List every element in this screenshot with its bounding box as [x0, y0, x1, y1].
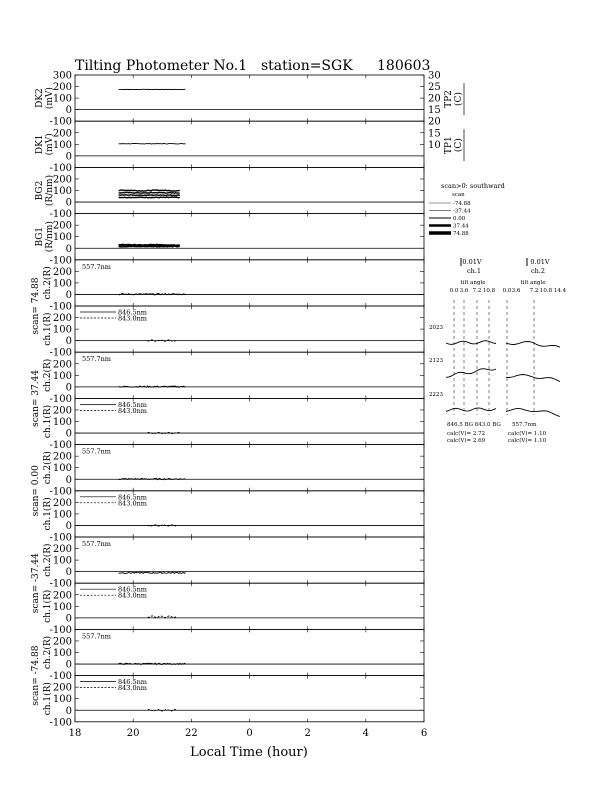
panel-ylabel: ch.1(R) — [43, 497, 53, 531]
side-panel — [429, 182, 567, 444]
right-axis-unit: (C) — [454, 138, 464, 153]
x-tick-label: 18 — [68, 727, 82, 739]
y-tick-label: -100 — [49, 301, 72, 313]
scan-legend — [429, 201, 471, 237]
right-tick-label: 15 — [428, 105, 441, 117]
y-tick-label: 100 — [52, 463, 72, 475]
scan-legend-label: 74.88 — [453, 231, 469, 237]
panel-stack — [31, 71, 464, 729]
wavelength-note: 557.7nm — [82, 540, 111, 548]
panel-ylabel: ch.1(R) — [43, 682, 53, 716]
ch1-scale: 0.01V — [462, 258, 482, 266]
y-tick-label: 200 — [52, 174, 72, 186]
y-tick-label: 0 — [65, 243, 72, 255]
legend-label-2: 843.0nm — [118, 406, 147, 415]
panel-frame — [75, 629, 424, 675]
panel-ylabel-unit: (R/nm) — [45, 221, 55, 253]
y-tick-label: -100 — [49, 440, 72, 452]
x-tick-label: 2 — [304, 727, 311, 739]
ch1-calc-2: calc(V)= 2.69 — [447, 438, 486, 444]
y-tick-label: 200 — [52, 359, 72, 371]
tilt-angle-plots — [429, 258, 567, 417]
right-axis-unit: (C) — [454, 92, 464, 106]
y-tick-label: -100 — [49, 532, 72, 544]
time-label: 2023 — [429, 325, 443, 331]
panel-ylabel: ch.1(R) — [43, 589, 53, 623]
ch2-subtitle: tilt angle — [520, 280, 546, 286]
ch2-tilt-curve — [506, 375, 560, 382]
y-tick-label: -100 — [49, 624, 72, 636]
ch2-angle-tick: 14.4 — [553, 288, 567, 294]
y-tick-label: 100 — [52, 648, 72, 659]
series-line — [119, 195, 180, 196]
panel-s5c2 — [31, 629, 424, 705]
panel-ylabel: BG2 — [35, 180, 45, 201]
legend-label-1: 846.5nm — [118, 400, 147, 409]
panel-ylabel: ch.2(R) — [43, 266, 53, 300]
scan-legend-label: 37.44 — [453, 223, 469, 230]
y-tick-label: 0 — [65, 336, 72, 348]
y-tick-label: 100 — [52, 370, 72, 382]
y-tick-label: 0 — [65, 474, 72, 486]
legend-label-2: 843.0nm — [118, 684, 147, 693]
scan-legend-title: scan — [452, 192, 465, 198]
panel-dk1 — [35, 117, 464, 174]
y-tick-label: 100 — [52, 601, 72, 613]
y-tick-label: -100 — [49, 717, 72, 729]
series-line — [119, 572, 186, 573]
x-tick-label: 20 — [126, 727, 140, 739]
y-tick-label: -100 — [49, 486, 72, 498]
y-tick-label: 0 — [65, 705, 72, 717]
ch1-subtitle: tilt angle — [460, 280, 486, 286]
series-line — [119, 244, 180, 245]
station-label: station=SGK — [261, 58, 353, 74]
panel-s4c1 — [42, 583, 424, 636]
right-axis-label: TP1 — [444, 136, 454, 155]
panel-ylabel: BG1 — [35, 226, 45, 247]
panel-ylabel: ch.2(R) — [43, 358, 53, 392]
y-tick-label: 100 — [52, 694, 72, 706]
scan-legend-label: -37.44 — [453, 208, 471, 215]
y-tick-label: 200 — [52, 544, 72, 556]
panel-ylabel-unit: (R/nm) — [45, 174, 55, 207]
y-tick-label: 100 — [52, 417, 72, 428]
y-tick-label: 0 — [65, 197, 72, 209]
panel-s5c1 — [42, 676, 424, 729]
legend-label-2: 843.0nm — [118, 314, 147, 323]
wavelength-note: 557.7nm — [82, 262, 111, 271]
scan-label: scan= 37.44 — [31, 369, 41, 427]
ch2-angle-tick: 10.8 — [539, 288, 553, 294]
time-label: 2223 — [429, 392, 443, 398]
panel-s1c1 — [42, 306, 424, 359]
y-tick-label: -100 — [49, 578, 72, 590]
panel-frame — [75, 75, 424, 121]
ch1-tilt-curve — [446, 408, 496, 412]
x-axis — [69, 728, 428, 739]
panel-ylabel: ch.2(R) — [43, 543, 53, 577]
right-tick-label: 25 — [428, 82, 441, 94]
y-tick-label: 100 — [52, 324, 72, 336]
chart-title: Tilting Photometer No.1 — [75, 58, 248, 74]
y-tick-label: 200 — [52, 636, 72, 648]
series-line — [119, 190, 180, 191]
y-tick-label: 0 — [65, 659, 72, 671]
panel-frame — [75, 352, 424, 398]
y-tick-label: 200 — [52, 82, 72, 94]
x-tick-label: 4 — [362, 727, 370, 739]
ch2-bottom-label: 557.7nm — [512, 422, 537, 428]
series-line — [119, 192, 180, 193]
x-axis-label: Local Time (hour) — [190, 745, 308, 760]
panel-ylabel: ch.1(R) — [43, 312, 53, 346]
ch1-angle-tick: 0.0 — [449, 288, 459, 294]
legend-label-1: 846.5nm — [118, 308, 147, 317]
right-tick-label: 10 — [428, 139, 441, 151]
legend-label-2: 843.0nm — [118, 591, 147, 600]
y-tick-label: -100 — [49, 671, 72, 683]
ch1-angle-tick: 3.6 — [459, 288, 469, 294]
ch2-angle-tick: 7.2 — [529, 288, 539, 294]
y-tick-label: 200 — [52, 405, 72, 417]
ch1-bottom-label: 846.5 BG 843.0 BG — [447, 422, 501, 428]
panel-s3c2 — [31, 445, 424, 517]
panel-s3c1 — [42, 491, 424, 544]
panel-s2c1 — [42, 398, 424, 451]
right-tick-label: 15 — [428, 128, 441, 140]
ch2-tilt-curve — [506, 342, 560, 348]
y-tick-label: 100 — [52, 509, 72, 521]
right-tick-label: 30 — [428, 70, 441, 82]
y-tick-label: -100 — [49, 209, 72, 221]
scan-legend-label: 0.00 — [453, 216, 466, 222]
right-tick-label: 20 — [428, 116, 441, 128]
panel-ylabel: ch.2(R) — [43, 451, 53, 485]
y-tick-label: 200 — [52, 266, 72, 278]
panel-s2c2 — [31, 352, 424, 427]
x-tick-label: 0 — [246, 727, 253, 739]
y-tick-label: 200 — [52, 497, 72, 509]
x-tick-label: 22 — [184, 727, 198, 739]
y-tick-label: -100 — [49, 116, 72, 128]
panel-dk2 — [35, 71, 464, 128]
right-tick-label: 20 — [428, 93, 441, 105]
legend-label-2: 843.0nm — [118, 499, 147, 508]
ch1-calc-1: calc(V)= 2.72 — [447, 431, 486, 437]
legend-label-1: 846.5nm — [118, 585, 147, 594]
y-tick-label: 200 — [52, 313, 72, 325]
y-tick-label: 200 — [52, 682, 72, 694]
ch1-tilt-curve — [446, 369, 496, 378]
y-tick-label: -100 — [49, 255, 72, 267]
ch1-tilt-curve — [446, 341, 496, 345]
wavelength-note: 557.7nm — [82, 447, 111, 456]
y-tick-label: 200 — [52, 590, 72, 602]
y-tick-label: -100 — [49, 347, 72, 359]
ch2-scale: 0.01V — [530, 258, 550, 266]
panel-ylabel: ch.1(R) — [43, 404, 53, 439]
y-tick-label: -100 — [49, 393, 72, 405]
scan-label: scan= -37.44 — [31, 553, 41, 614]
y-tick-label: 0 — [65, 289, 72, 301]
panel-s4c2 — [31, 537, 424, 613]
ch2-calc-2: calc(V)= 1.10 — [508, 438, 547, 444]
y-tick-label: 0 — [65, 428, 72, 440]
series-line — [119, 144, 186, 145]
panel-bg2 — [35, 167, 424, 220]
ch2-angle-tick: 3.6 — [511, 288, 521, 294]
y-tick-label: 100 — [52, 186, 72, 197]
wavelength-note: 557.7nm — [82, 632, 111, 641]
y-tick-label: 0 — [65, 520, 72, 532]
y-tick-label: 0 — [65, 613, 72, 625]
y-tick-label: 100 — [52, 232, 72, 244]
scan-label: scan= 0.00 — [31, 465, 41, 517]
right-axis-label: TP2 — [444, 90, 454, 108]
scan-legend-label: -74.88 — [453, 201, 471, 207]
panel-frame — [75, 537, 424, 583]
y-tick-label: 200 — [52, 128, 72, 140]
panel-ylabel-unit: (mV) — [45, 87, 55, 110]
time-label: 2123 — [429, 358, 443, 364]
y-tick-label: -100 — [49, 162, 72, 174]
wavelength-note: 557.7nm — [82, 355, 111, 364]
ch2-calc-1: calc(V)= 1.10 — [508, 431, 547, 437]
panel-ylabel: DK2 — [35, 88, 45, 108]
ch1-angle-tick: 7.2 — [472, 288, 482, 294]
ch1-angle-tick: 10.8 — [482, 288, 496, 294]
x-tick-label: 6 — [420, 727, 428, 739]
y-tick-label: 300 — [52, 70, 72, 82]
y-tick-label: 100 — [52, 139, 72, 151]
series-line — [119, 197, 180, 198]
panel-ylabel: DK1 — [35, 134, 45, 155]
scan-label: scan= 74.88 — [31, 277, 41, 335]
panel-frame — [75, 260, 424, 306]
y-tick-label: 100 — [52, 93, 72, 105]
y-tick-label: 200 — [52, 451, 72, 463]
panel-s1c2 — [31, 260, 424, 335]
y-tick-label: 0 — [65, 382, 72, 394]
panel-frame — [75, 445, 424, 491]
ch2-title: ch.2 — [530, 267, 546, 275]
scan-heading: scan>0: southward — [441, 182, 505, 190]
panel-frame — [75, 214, 424, 260]
date-label: 180603 — [377, 58, 431, 74]
y-tick-label: 0 — [65, 567, 72, 579]
scan-label: scan= -74.88 — [31, 645, 41, 706]
y-tick-label: 100 — [52, 278, 72, 290]
y-tick-label: 0 — [65, 105, 72, 117]
legend-label-1: 846.5nm — [118, 678, 147, 687]
y-tick-label: 200 — [52, 220, 72, 232]
series-line — [148, 616, 177, 617]
panel-ylabel: ch.2(R) — [43, 635, 53, 670]
panel-ylabel-unit: (mV) — [45, 133, 55, 156]
ch2-tilt-curve — [506, 409, 560, 417]
legend-label-1: 846.5nm — [118, 493, 147, 502]
ch2-angle-tick: 0.0 — [502, 288, 512, 294]
panel-bg1 — [35, 214, 424, 267]
panel-frame — [75, 121, 424, 167]
y-tick-label: 0 — [65, 151, 72, 163]
y-tick-label: 100 — [52, 555, 72, 567]
ch1-title: ch.1 — [466, 267, 482, 275]
